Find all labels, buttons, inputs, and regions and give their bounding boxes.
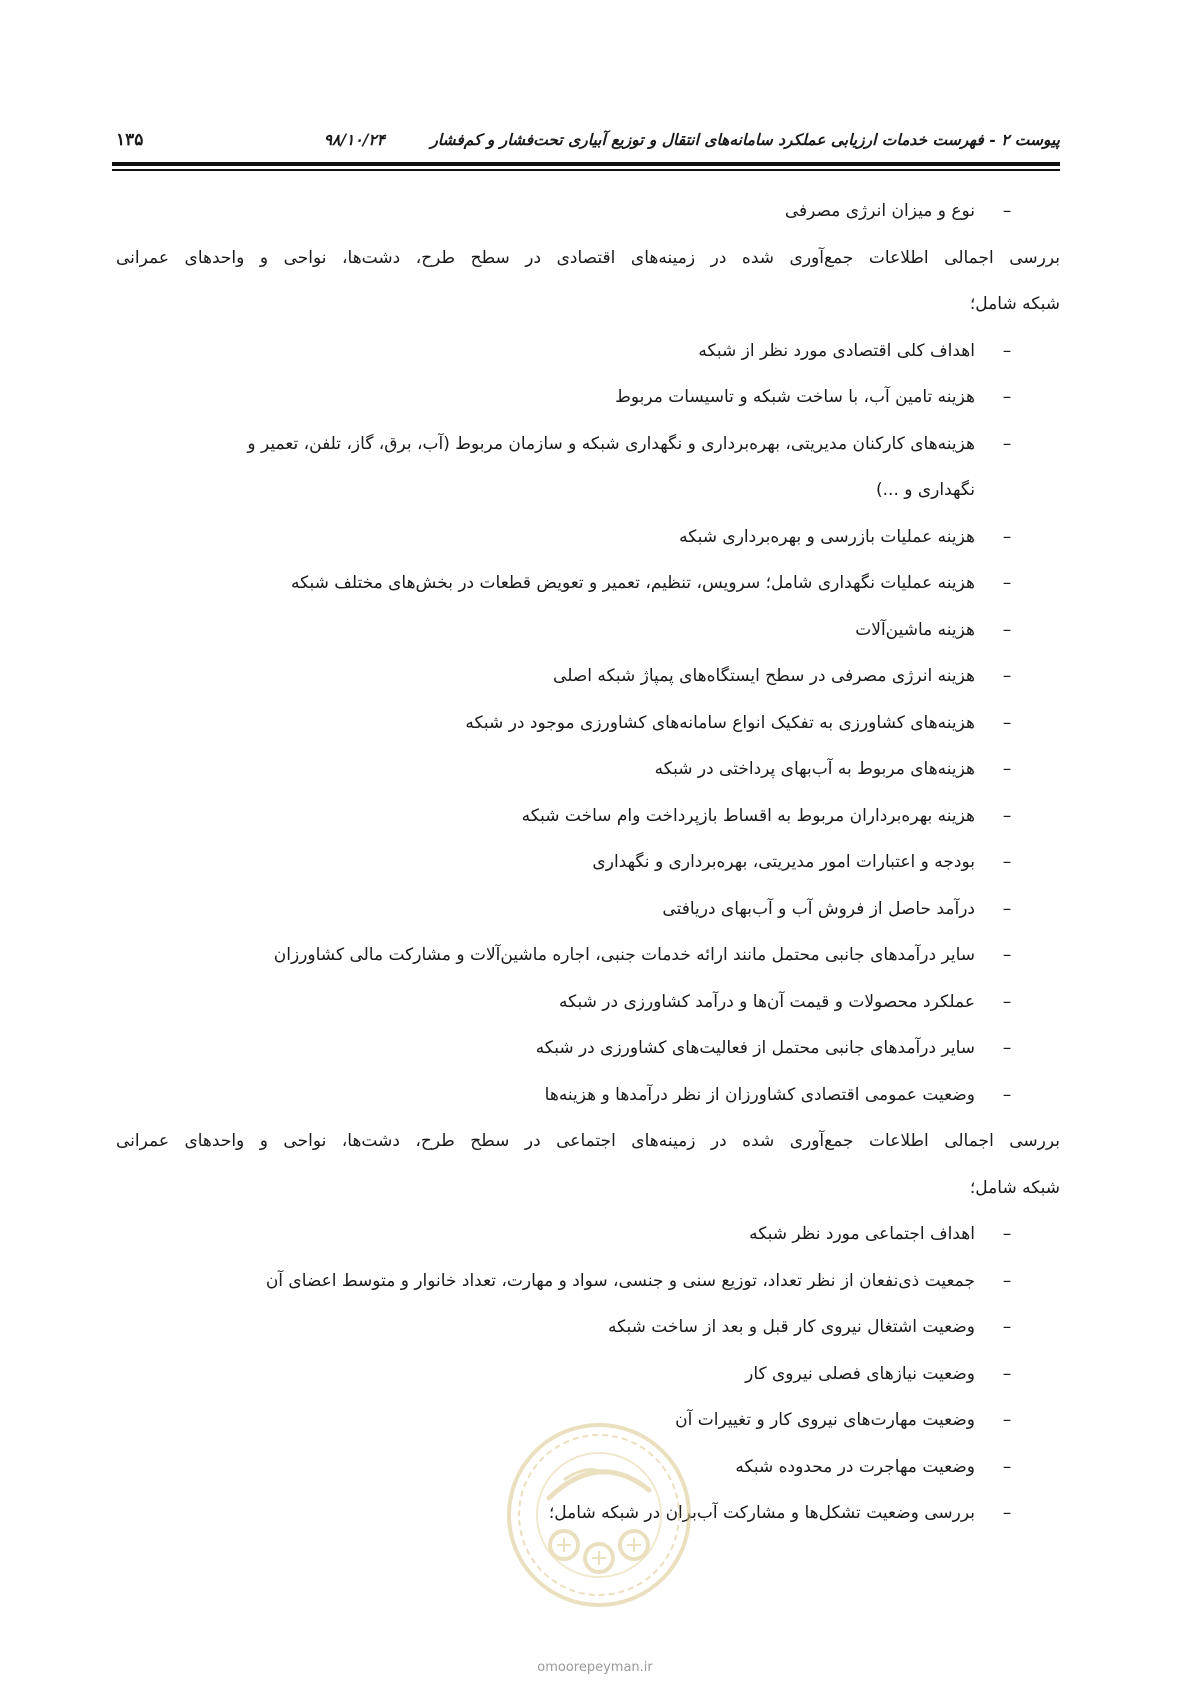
list-item [116,653,1060,700]
bullet-dash: – [1002,573,1012,593]
list-item-text: بررسی وضعیت تشکل‌ها و مشارکت آب‌بران در شبکه شامل؛ [548,1503,975,1523]
list-item [116,793,1060,840]
bullet-dash: – [1002,1224,1012,1244]
list-item-text: هزینه‌های کارکنان مدیریتی، بهره‌برداری و نگهداری شبکه و سازمان مربوط (آب، برق، گاز، تلفن، تعمیر و [247,433,975,454]
bullet-dash: – [1002,759,1012,779]
bullet-dash: – [1002,1038,1012,1058]
list-item-text: وضعیت مهاجرت در محدوده شبکه [735,1456,975,1477]
list-item [116,328,1060,375]
bullet-dash: – [1002,898,1012,919]
list-item-text: هزینه عملیات نگهداری شامل؛ سرویس، تنظیم، تعمیر و تعویض قطعات در بخش‌های مختلف شبکه [290,573,975,593]
list-item [116,1211,1060,1258]
list-item-text: عملکرد محصولات و قیمت آن‌ها و درآمد کشاورزی در شبکه [559,991,975,1012]
bullet-dash: – [1002,433,1012,454]
list-item-text: اهداف اجتماعی مورد نظر شبکه [749,1224,975,1244]
list-item [116,886,1060,933]
list-item [116,1304,1060,1351]
list-item-text: هزینه انرژی مصرفی در سطح ایستگاه‌های پمپاژ شبکه اصلی [553,666,975,686]
list-item-text: نوع و میزان انرژی مصرفی [784,201,975,221]
header-title: پیوست ۲ - فهرست خدمات ارزیابی عملکرد سامانه‌های انتقال و توزیع آبیاری تحت‌فشار و کم‌فشار [430,130,1060,149]
paragraph-line: بررسی اجمالی اطلاعات جمع‌آوری شده در زمینه‌های اقتصادی در سطح طرح، دشت‌ها، نواحی و واحدهای عمرانی [116,247,1060,268]
bullet-dash: – [1002,1456,1012,1477]
list-item-text: هزینه‌های کشاورزی به تفکیک انواع سامانه‌های کشاورزی موجود در شبکه [465,712,975,733]
list-item-text: درآمد حاصل از فروش آب و آب‌بهای دریافتی [662,898,975,919]
bullet-dash: – [1002,201,1012,221]
bullet-dash: – [1002,712,1012,733]
paragraph-line: شبکه شامل؛ [969,1177,1060,1198]
list-item-text: وضعیت اشتغال نیروی کار قبل و بعد از ساخت شبکه [607,1317,975,1337]
list-item-text: هزینه ماشین‌آلات [855,619,975,640]
bullet-dash: – [1002,1317,1012,1337]
watermark-seal [504,1420,694,1610]
list-item [116,746,1060,793]
bullet-dash: – [1002,387,1012,407]
bullet-dash: – [1002,1410,1012,1430]
list-item-text: هزینه تامین آب، با ساخت شبکه و تاسیسات مربوط [615,387,975,407]
bullet-dash: – [1002,666,1012,686]
list-item-text: سایر درآمدهای جانبی محتمل مانند ارائه خدمات جنبی، اجاره ماشین‌آلات و مشارکت مالی کشاورزان [273,945,975,965]
list-item-text: هزینه‌های مربوط به آب‌بهای پرداختی در شبکه [654,759,975,779]
watermark-url: omoorepeyman.ir [537,1660,653,1675]
page-number: ۱۳۵ [116,130,144,150]
bullet-dash: – [1002,1270,1012,1291]
list-item-text: هزینه بهره‌برداران مربوط به اقساط بازپرداخت وام ساخت شبکه [521,805,975,826]
list-item [116,1072,1060,1119]
paragraph-line: شبکه شامل؛ [969,294,1060,314]
list-item-text: بودجه و اعتبارات امور مدیریتی، بهره‌برداری و نگهداری [592,852,975,872]
list-item [116,1025,1060,1072]
list-item-text: هزینه عملیات بازرسی و بهره‌برداری شبکه [679,526,975,547]
bullet-dash: – [1002,1363,1012,1384]
body-text [116,188,1060,1537]
list-item [116,421,1060,468]
list-item-text: وضعیت عمومی اقتصادی کشاورزان از نظر درآمدها و هزینه‌ها [544,1084,975,1105]
list-item-continuation [116,467,1060,514]
bullet-dash: – [1002,526,1012,547]
list-item [116,188,1060,235]
paragraph-line: بررسی اجمالی اطلاعات جمع‌آوری شده در زمینه‌های اجتماعی در سطح طرح، دشت‌ها، نواحی و واحدهای عمرانی [116,1131,1060,1151]
bullet-dash: – [1002,1084,1012,1105]
list-item [116,607,1060,654]
bullet-dash: – [1002,852,1012,872]
list-item [116,700,1060,747]
list-item [116,979,1060,1026]
bullet-dash: – [1002,619,1012,640]
bullet-dash: – [1002,805,1012,826]
list-item-text: وضعیت مهارت‌های نیروی کار و تغییرات آن [675,1410,975,1430]
list-item [116,932,1060,979]
list-item-text: جمعیت ذی‌نفعان از نظر تعداد، توزیع سنی و جنسی، سواد و مهارت، تعداد خانوار و متوسط اعضای آن [265,1270,975,1291]
bullet-dash: – [1002,991,1012,1012]
list-item-text: وضعیت نیازهای فصلی نیروی کار [745,1363,975,1384]
bullet-dash: – [1002,1503,1012,1523]
list-item [116,839,1060,886]
header-date: ۹۸/۱۰/۲۴ [323,130,385,149]
list-item [116,560,1060,607]
list-item [116,1258,1060,1305]
list-item [116,374,1060,421]
header-rule-thin [112,169,1060,171]
running-header [112,130,1060,160]
list-item [116,514,1060,561]
list-item [116,1351,1060,1398]
bullet-dash: – [1002,340,1012,361]
bullet-dash: – [1002,945,1012,965]
header-rule-thick [112,162,1060,166]
list-item-text: سایر درآمدهای جانبی محتمل از فعالیت‌های کشاورزی در شبکه [535,1038,975,1058]
list-item-text: نگهداری و ...) [876,480,975,500]
list-item-text: اهداف کلی اقتصادی مورد نظر از شبکه [698,340,975,361]
